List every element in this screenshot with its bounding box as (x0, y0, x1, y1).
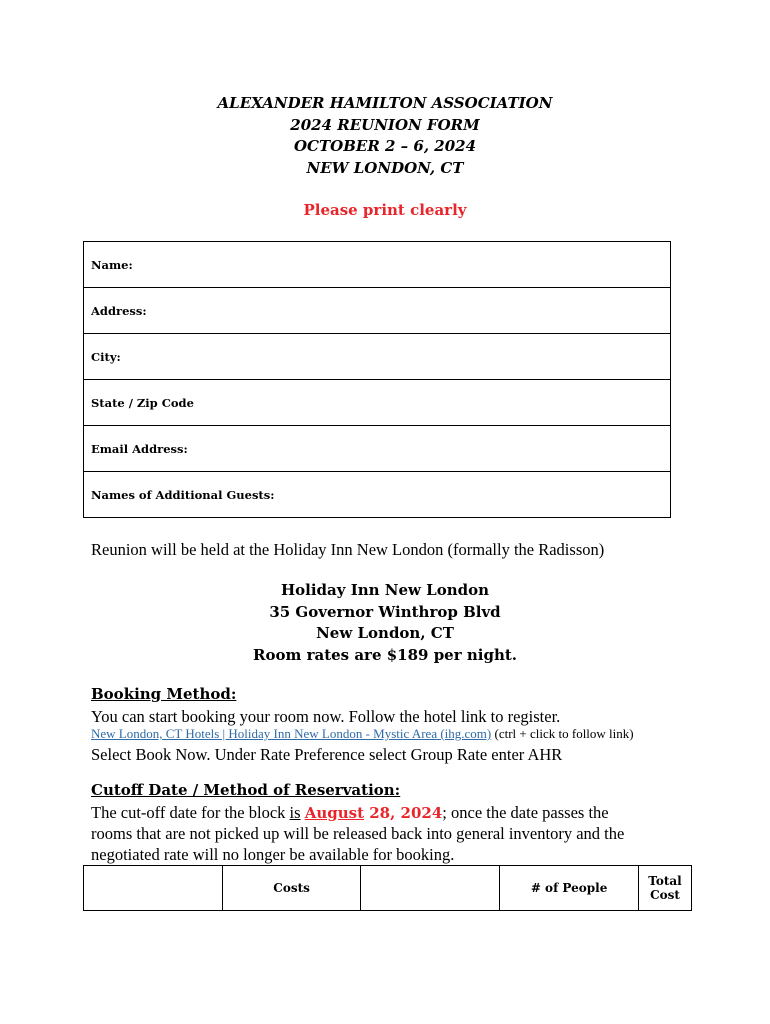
cutoff-heading: Cutoff Date / Method of Reservation: (91, 781, 401, 799)
attendee-info-table (83, 241, 671, 518)
name-field[interactable]: Name: (84, 242, 671, 288)
cutoff-date-rest: 28, 2024 (364, 804, 443, 822)
cost-table (83, 865, 692, 911)
booking-method-heading: Booking Method: (91, 685, 237, 703)
cost-header-total: Total Cost (638, 866, 691, 911)
cost-header-people: # of People (500, 866, 639, 911)
booking-instruction-1: You can start booking your room now. Follow the hotel link to register. (91, 707, 561, 726)
hotel-city: New London, CT (316, 624, 454, 642)
hotel-street: 35 Governor Winthrop Blvd (269, 602, 501, 621)
address-field[interactable]: Address: (84, 288, 671, 334)
link-hint: (ctrl + click to follow link) (491, 726, 634, 741)
cost-header-blank-1 (84, 866, 223, 911)
cutoff-post: ; once the date passes the (442, 803, 609, 822)
cost-table-header-row (84, 866, 692, 911)
cutoff-is: is (289, 803, 301, 822)
header-line-dates: OCTOBER 2 – 6, 2024 (293, 137, 477, 155)
header-line-location: NEW LONDON, CT (306, 158, 464, 177)
cutoff-line-3: negotiated rate will no longer be available for booking. (91, 845, 455, 864)
reunion-venue-note: Reunion will be held at the Holiday Inn New London (formally the Radisson) (91, 540, 605, 559)
hotel-link-line (91, 726, 634, 742)
state-zip-field[interactable]: State / Zip Code (84, 380, 671, 426)
print-clearly-instruction: Please print clearly (303, 201, 467, 219)
city-field[interactable]: City: (84, 334, 671, 380)
cost-header-blank-2 (361, 866, 500, 911)
header-line-form-title: 2024 REUNION FORM (290, 115, 480, 134)
cutoff-line-1 (91, 803, 609, 823)
email-field[interactable]: Email Address: (84, 426, 671, 472)
hotel-address-block (0, 580, 770, 666)
hotel-booking-link[interactable]: New London, CT Hotels | Holiday Inn New London - Mystic Area (ihg.com) (91, 726, 492, 741)
header-line-association: ALEXANDER HAMILTON ASSOCIATION (217, 94, 553, 112)
cost-header-costs: Costs (222, 866, 361, 911)
additional-guests-field[interactable]: Names of Additional Guests: (84, 472, 671, 518)
cutoff-pre: The cut-off date for the block (91, 803, 290, 822)
cutoff-date-month: August (304, 804, 364, 822)
form-header (0, 93, 770, 179)
cutoff-line-2: rooms that are not picked up will be released back into general inventory and the (91, 824, 625, 843)
hotel-name: Holiday Inn New London (280, 581, 489, 599)
booking-instruction-2: Select Book Now. Under Rate Preference select Group Rate enter AHR (91, 745, 563, 764)
hotel-rates: Room rates are $189 per night. (253, 645, 517, 664)
